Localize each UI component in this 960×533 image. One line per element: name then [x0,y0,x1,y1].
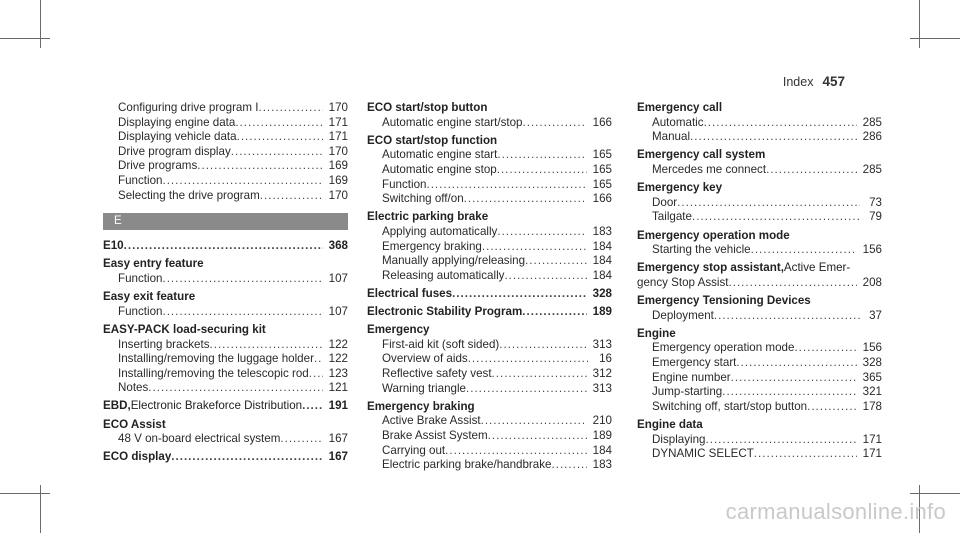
entry-text: Emergency operation mode [652,341,795,355]
leader-dots [258,101,322,116]
crop-mark [919,0,920,48]
crop-mark [40,0,41,48]
index-heading [103,399,348,414]
entry-text: Inserting brackets [118,337,210,351]
entry-text-rest: Electronic Brakeforce Distribution [130,399,303,413]
index-heading [637,148,882,163]
entry-text: Applying automatically [382,224,498,238]
leader-dots [552,458,587,473]
leader-dots [704,116,857,131]
crop-mark [0,493,50,494]
leader-dots [452,287,587,302]
index-subentry [367,148,612,163]
entry-text: Drive program display [118,144,231,158]
entry-text: Automatic engine start/stop [382,115,523,129]
leader-dots [231,145,323,160]
leader-dots [237,130,323,145]
leader-dots [466,382,587,397]
leader-dots [497,163,587,178]
entry-text: Electronic Stability Program [367,305,523,319]
index-column-1 [103,101,348,465]
crop-mark [910,493,960,494]
leader-dots [302,399,323,414]
leader-dots [492,367,587,382]
entry-text: Carrying out [382,443,446,457]
index-subentry [367,254,612,269]
leader-dots [162,272,322,287]
index-subentry [367,240,612,255]
entry-text: Warning triangle [382,381,466,395]
index-subentry [367,444,612,459]
entry-text: Automatic [652,115,704,129]
entry-text: Deployment [652,308,714,322]
page-ref: 107 [328,304,348,318]
entry-text: Emergency key [637,181,723,195]
entry-text: Displaying vehicle data [118,130,237,144]
page-ref: 313 [592,337,612,351]
leader-dots [162,174,322,189]
page-ref: 183 [592,458,612,472]
page-ref: 73 [869,195,882,209]
index-subentry [103,159,348,174]
leader-dots [731,371,857,386]
leader-dots [497,225,586,240]
leader-dots [522,305,586,320]
index-heading [367,323,612,338]
page-ref: 122 [328,337,348,351]
index-subentry [367,116,612,131]
entry-text: Emergency call system [637,148,766,162]
page-ref: 184 [592,239,612,253]
page-ref: 321 [862,385,882,399]
index-subentry [367,352,612,367]
entry-text: Reflective safety vest [382,367,492,381]
index-subentry [637,163,882,178]
leader-dots [714,309,860,324]
entry-text: Engine data [637,418,703,432]
entry-text: Easy entry feature [103,257,204,271]
entry-text: Displaying [652,432,706,446]
leader-dots [766,163,857,178]
index-subentry [637,447,882,462]
leader-dots [690,130,857,145]
page-ref: 167 [328,450,348,464]
entry-text: gency Stop Assist [637,275,729,289]
page-ref: 285 [862,162,882,176]
index-subentry [103,145,348,160]
index-heading [103,290,348,305]
index-heading-continuation [637,276,882,291]
page-ref: 171 [862,432,882,446]
index-subentry [637,400,882,415]
leader-dots [677,196,860,211]
leader-dots [210,338,323,353]
index-subentry [103,174,348,189]
index-subentry [637,309,882,324]
leader-dots [171,450,322,465]
page-ref: 166 [592,192,612,206]
index-column-3 [637,101,882,462]
index-subentry [103,130,348,145]
page-ref: 156 [862,341,882,355]
page-ref: 171 [328,130,348,144]
page-ref: 183 [592,224,612,238]
leader-dots [235,116,322,131]
page-number: 457 [822,74,845,89]
index-subentry [103,116,348,131]
leader-dots [197,159,322,174]
entry-text: Brake Assist System [382,429,488,443]
entry-text: ECO display [103,450,172,464]
index-subentry [637,433,882,448]
index-subentry [103,338,348,353]
page-ref: 286 [862,130,882,144]
entry-text: Emergency Tensioning Devices [637,294,811,308]
index-subentry [103,272,348,287]
index-subentry [367,429,612,444]
leader-dots [499,338,586,353]
entry-text: Emergency call [637,101,723,114]
leader-dots [729,276,857,291]
index-subentry [367,414,612,429]
entry-text: Notes [118,381,149,395]
index-heading [367,287,612,302]
leader-dots [314,352,323,367]
index-heading [103,239,348,254]
page-ref: 169 [328,159,348,173]
entry-text: Function [118,271,163,285]
leader-dots [426,178,586,193]
entry-text: Active Brake Assist [382,414,481,428]
page-ref: 368 [328,239,348,253]
index-subentry [103,101,348,116]
page-ref: 123 [328,366,348,380]
entry-text-rest: Active Emer- [783,261,851,275]
index-heading [637,261,882,276]
entry-text: Emergency operation mode [637,228,790,242]
leader-dots [525,254,587,269]
page-ref: 170 [328,101,348,114]
entry-text: ECO start/stop button [367,101,488,114]
index-subentry [637,116,882,131]
index-heading [367,305,612,320]
index-heading [103,257,348,272]
index-subentry [367,178,612,193]
index-subentry [637,130,882,145]
index-heading [367,134,612,149]
page-ref: 165 [592,162,612,176]
crop-mark [0,38,50,39]
section-title: Index [782,75,814,89]
entry-text: Door [652,195,678,209]
page-ref: 171 [328,115,348,129]
entry-text: Configuring drive program I [118,101,259,114]
entry-text: Tailgate [652,210,692,224]
leader-dots [488,429,587,444]
page-ref: 210 [592,414,612,428]
page-ref: 328 [862,356,882,370]
index-subentry [367,163,612,178]
entry-text: Drive programs [118,159,198,173]
entry-text: Emergency stop assistant, [637,261,784,275]
page-ref: 16 [599,352,612,366]
leader-dots [706,433,857,448]
entry-text: Switching off/on [382,192,464,206]
leader-dots [162,305,322,320]
index-heading [103,323,348,338]
page-ref: 37 [869,308,882,322]
entry-text: Electrical fuses [367,286,453,300]
entry-text: Engine number [652,370,731,384]
index-subentry [367,382,612,397]
page-ref: 156 [862,243,882,257]
index-subentry [103,305,348,320]
watermark: carmanualsonline.info [725,499,946,524]
entry-text: Selecting the drive program [118,188,260,202]
page-ref: 328 [592,286,612,300]
entry-text: Engine [637,326,676,340]
leader-dots [807,400,857,415]
page-ref: 189 [592,305,612,319]
page-ref: 178 [862,399,882,413]
leader-dots [148,381,322,396]
entry-text: Mercedes me connect [652,162,767,176]
index-subentry [637,341,882,356]
leader-dots [464,192,587,207]
index-subentry [367,192,612,207]
index-heading [367,400,612,415]
entry-text: Displaying engine data [118,115,236,129]
leader-dots [497,148,586,163]
index-subentry [367,458,612,473]
page-ref: 166 [592,115,612,129]
leader-dots [280,432,322,447]
page-ref: 165 [592,177,612,191]
index-heading [103,450,348,465]
leader-dots [751,243,857,258]
index-subentry [637,243,882,258]
leader-dots [754,447,857,462]
entry-text: Automatic engine start [382,148,498,162]
index-subentry [103,352,348,367]
entry-text: Overview of aids [382,352,468,366]
page-ref: 79 [869,210,882,224]
index-heading [637,294,882,309]
index-heading [637,327,882,342]
page-ref: 184 [592,254,612,268]
page-ref: 169 [328,173,348,187]
index-subentry [637,371,882,386]
index-heading [367,210,612,225]
entry-text: First-aid kit (soft sided) [382,337,500,351]
page-ref: 122 [328,352,348,366]
leader-dots [445,444,587,459]
index-column-2 [367,101,612,473]
entry-text: Easy exit feature [103,290,196,304]
page-ref: 184 [592,443,612,457]
index-heading [637,101,882,116]
entry-text: Automatic engine stop [382,162,497,176]
entry-text: Electric parking brake [367,210,489,224]
page-ref: 121 [328,381,348,395]
index-heading [103,418,348,433]
entry-text: EBD, [103,399,131,413]
entry-text: ECO Assist [103,417,166,431]
letter-band: E [103,213,348,230]
page-ref: 170 [328,188,348,202]
entry-text: Emergency braking [367,399,475,413]
leader-dots [523,116,587,131]
entry-text: Electric parking brake/handbrake [382,458,552,472]
entry-text: E10 [103,239,124,253]
leader-dots [482,240,587,255]
page-ref: 313 [592,381,612,395]
page-ref: 107 [328,271,348,285]
leader-dots [481,414,587,429]
index-subentry [637,385,882,400]
leader-dots [504,269,586,284]
entry-text: Function [382,177,427,191]
entry-text: Manual [652,130,691,144]
leader-dots [260,189,323,204]
leader-dots [692,210,860,225]
entry-text: Emergency [367,323,430,337]
index-subentry [367,225,612,240]
page-ref: 171 [862,447,882,461]
page-ref: 167 [328,432,348,446]
entry-text: Switching off, start/stop button [652,399,808,413]
crop-mark [910,38,960,39]
entry-text: Emergency braking [382,239,482,253]
page-header [783,74,845,89]
index-subentry [103,189,348,204]
entry-text: 48 V on-board electrical system [118,432,281,446]
entry-text: Function [118,304,163,318]
index-subentry [103,367,348,382]
page-ref: 191 [328,399,348,413]
page-ref: 365 [862,370,882,384]
index-subentry [103,381,348,396]
entry-text: Jump-starting [652,385,723,399]
entry-text: Manually applying/releasing [382,254,526,268]
index-subentry [637,356,882,371]
index-subentry [637,196,882,211]
leader-dots [468,352,590,367]
page-ref: 189 [592,429,612,443]
leader-dots [736,356,856,371]
index-heading [637,181,882,196]
entry-text: Releasing automatically [382,268,505,282]
entry-text: Installing/removing the telescopic rod [118,366,309,380]
leader-dots [309,367,323,382]
page-ref: 208 [862,275,882,289]
index-heading [637,418,882,433]
entry-text: Emergency start [652,356,737,370]
page-ref: 184 [592,268,612,282]
page-ref: 170 [328,144,348,158]
entry-text: ECO start/stop function [367,133,498,147]
leader-dots [124,239,323,254]
entry-text: Starting the vehicle [652,243,751,257]
page-ref: 312 [592,367,612,381]
index-subentry [367,338,612,353]
page-ref: 165 [592,148,612,162]
entry-text: EASY-PACK load-securing kit [103,322,266,336]
index-subentry [103,432,348,447]
index-heading [637,229,882,244]
index-heading [367,101,612,116]
index-subentry [637,210,882,225]
entry-text: Function [118,173,163,187]
leader-dots [794,341,856,356]
index-subentry [367,269,612,284]
page-ref: 285 [862,115,882,129]
entry-text: DYNAMIC SELECT [652,447,754,461]
index-subentry [367,367,612,382]
leader-dots [722,385,856,400]
entry-text: Installing/removing the luggage holder [118,352,314,366]
